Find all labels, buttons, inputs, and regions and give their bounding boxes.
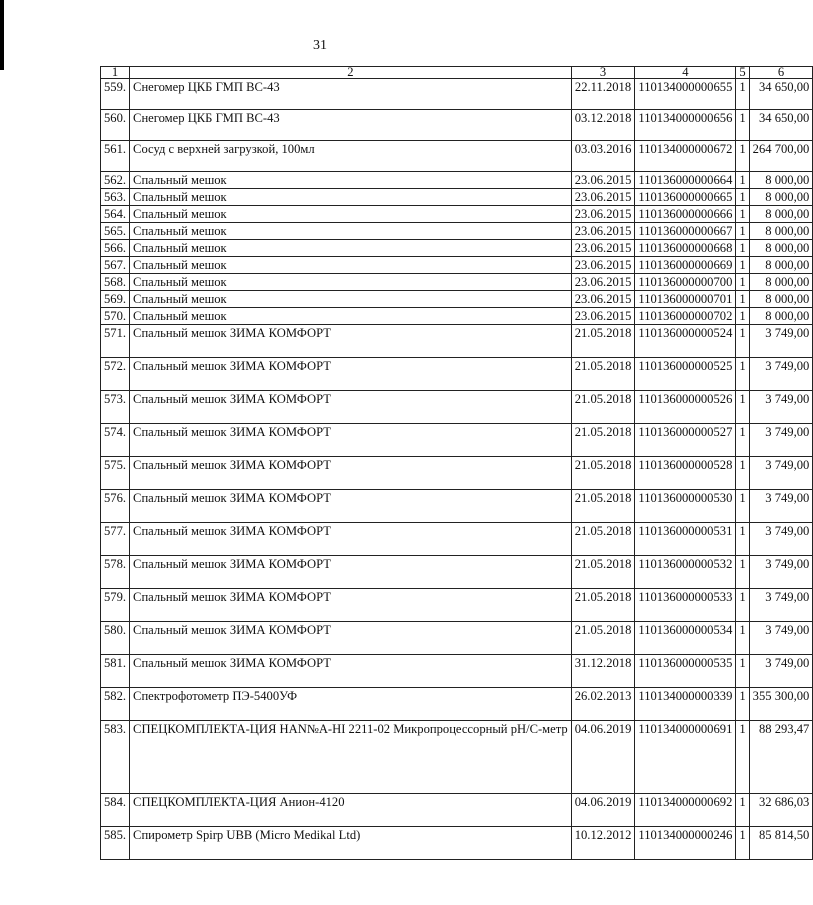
row-number-cell: 581. bbox=[101, 655, 130, 688]
item-name-cell: Спальный мешок ЗИМА КОМФОРТ bbox=[130, 325, 572, 358]
row-number-cell: 561. bbox=[101, 141, 130, 172]
acquisition-date-cell: 21.05.2018 bbox=[571, 589, 635, 622]
table-body bbox=[101, 79, 813, 860]
acquisition-date-cell: 21.05.2018 bbox=[571, 622, 635, 655]
table-row bbox=[101, 523, 813, 556]
row-number-cell: 579. bbox=[101, 589, 130, 622]
acquisition-date-cell: 21.05.2018 bbox=[571, 391, 635, 424]
table-row bbox=[101, 457, 813, 490]
table-row bbox=[101, 721, 813, 794]
item-name-cell: Спальный мешок bbox=[130, 206, 572, 223]
acquisition-date-cell: 21.05.2018 bbox=[571, 424, 635, 457]
quantity-cell: 1 bbox=[736, 622, 749, 655]
quantity-cell: 1 bbox=[736, 688, 749, 721]
column-header: 4 bbox=[635, 67, 736, 79]
table-row bbox=[101, 358, 813, 391]
acquisition-date-cell: 03.03.2016 bbox=[571, 141, 635, 172]
cost-cell: 3 749,00 bbox=[749, 490, 813, 523]
inventory-number-cell: 110136000000667 bbox=[635, 223, 736, 240]
inventory-number-cell: 110136000000527 bbox=[635, 424, 736, 457]
acquisition-date-cell: 21.05.2018 bbox=[571, 325, 635, 358]
column-header: 5 bbox=[736, 67, 749, 79]
quantity-cell: 1 bbox=[736, 291, 749, 308]
quantity-cell: 1 bbox=[736, 391, 749, 424]
cost-cell: 3 749,00 bbox=[749, 358, 813, 391]
item-name-cell: Спальный мешок ЗИМА КОМФОРТ bbox=[130, 622, 572, 655]
row-number-cell: 580. bbox=[101, 622, 130, 655]
item-name-cell: СПЕЦКОМПЛЕКТА-ЦИЯ Анион-4120 bbox=[130, 794, 572, 827]
cost-cell: 3 749,00 bbox=[749, 424, 813, 457]
cost-cell: 3 749,00 bbox=[749, 622, 813, 655]
cost-cell: 3 749,00 bbox=[749, 523, 813, 556]
item-name-cell: Снегомер ЦКБ ГМП ВС-43 bbox=[130, 110, 572, 141]
cost-cell: 8 000,00 bbox=[749, 223, 813, 240]
quantity-cell: 1 bbox=[736, 827, 749, 860]
quantity-cell: 1 bbox=[736, 189, 749, 206]
cost-cell: 8 000,00 bbox=[749, 274, 813, 291]
row-number-cell: 569. bbox=[101, 291, 130, 308]
inventory-number-cell: 110136000000531 bbox=[635, 523, 736, 556]
row-number-cell: 576. bbox=[101, 490, 130, 523]
item-name-cell: Спальный мешок ЗИМА КОМФОРТ bbox=[130, 523, 572, 556]
quantity-cell: 1 bbox=[736, 223, 749, 240]
inventory-number-cell: 110136000000668 bbox=[635, 240, 736, 257]
quantity-cell: 1 bbox=[736, 556, 749, 589]
table-row bbox=[101, 688, 813, 721]
table-row bbox=[101, 257, 813, 274]
cost-cell: 8 000,00 bbox=[749, 257, 813, 274]
inventory-number-cell: 110136000000701 bbox=[635, 291, 736, 308]
row-number-cell: 570. bbox=[101, 308, 130, 325]
table-row bbox=[101, 589, 813, 622]
column-header: 2 bbox=[130, 67, 572, 79]
table-row bbox=[101, 240, 813, 257]
inventory-number-cell: 110136000000532 bbox=[635, 556, 736, 589]
inventory-number-cell: 110136000000534 bbox=[635, 622, 736, 655]
cost-cell: 85 814,50 bbox=[749, 827, 813, 860]
inventory-number-cell: 110136000000664 bbox=[635, 172, 736, 189]
inventory-number-cell: 110136000000530 bbox=[635, 490, 736, 523]
column-header: 3 bbox=[571, 67, 635, 79]
acquisition-date-cell: 22.11.2018 bbox=[571, 79, 635, 110]
table-row bbox=[101, 308, 813, 325]
item-name-cell: Сосуд с верхней загрузкой, 100мл bbox=[130, 141, 572, 172]
column-header: 1 bbox=[101, 67, 130, 79]
item-name-cell: Спальный мешок ЗИМА КОМФОРТ bbox=[130, 358, 572, 391]
acquisition-date-cell: 31.12.2018 bbox=[571, 655, 635, 688]
cost-cell: 88 293,47 bbox=[749, 721, 813, 794]
inventory-number-cell: 110136000000528 bbox=[635, 457, 736, 490]
inventory-number-cell: 110134000000672 bbox=[635, 141, 736, 172]
item-name-cell: Спирометр Spirp UBB (Micro Medikal Ltd) bbox=[130, 827, 572, 860]
acquisition-date-cell: 04.06.2019 bbox=[571, 721, 635, 794]
acquisition-date-cell: 10.12.2012 bbox=[571, 827, 635, 860]
acquisition-date-cell: 21.05.2018 bbox=[571, 358, 635, 391]
cost-cell: 8 000,00 bbox=[749, 240, 813, 257]
quantity-cell: 1 bbox=[736, 589, 749, 622]
item-name-cell: Снегомер ЦКБ ГМП ВС-43 bbox=[130, 79, 572, 110]
acquisition-date-cell: 21.05.2018 bbox=[571, 523, 635, 556]
acquisition-date-cell: 21.05.2018 bbox=[571, 490, 635, 523]
acquisition-date-cell: 21.05.2018 bbox=[571, 556, 635, 589]
table-row bbox=[101, 291, 813, 308]
inventory-number-cell: 110136000000669 bbox=[635, 257, 736, 274]
item-name-cell: Спальный мешок ЗИМА КОМФОРТ bbox=[130, 457, 572, 490]
quantity-cell: 1 bbox=[736, 490, 749, 523]
inventory-number-cell: 110136000000525 bbox=[635, 358, 736, 391]
quantity-cell: 1 bbox=[736, 721, 749, 794]
row-number-cell: 568. bbox=[101, 274, 130, 291]
item-name-cell: Спальный мешок bbox=[130, 257, 572, 274]
acquisition-date-cell: 23.06.2015 bbox=[571, 172, 635, 189]
row-number-cell: 585. bbox=[101, 827, 130, 860]
quantity-cell: 1 bbox=[736, 110, 749, 141]
inventory-number-cell: 110134000000692 bbox=[635, 794, 736, 827]
quantity-cell: 1 bbox=[736, 308, 749, 325]
table-row bbox=[101, 206, 813, 223]
scan-edge-mark bbox=[0, 0, 4, 70]
table-row bbox=[101, 556, 813, 589]
quantity-cell: 1 bbox=[736, 457, 749, 490]
item-name-cell: Спальный мешок ЗИМА КОМФОРТ bbox=[130, 391, 572, 424]
row-number-cell: 584. bbox=[101, 794, 130, 827]
item-name-cell: Спальный мешок bbox=[130, 189, 572, 206]
table-header-row bbox=[101, 67, 813, 79]
inventory-number-cell: 110134000000655 bbox=[635, 79, 736, 110]
item-name-cell: Спальный мешок bbox=[130, 291, 572, 308]
cost-cell: 8 000,00 bbox=[749, 291, 813, 308]
inventory-number-cell: 110134000000656 bbox=[635, 110, 736, 141]
acquisition-date-cell: 26.02.2013 bbox=[571, 688, 635, 721]
cost-cell: 8 000,00 bbox=[749, 206, 813, 223]
acquisition-date-cell: 23.06.2015 bbox=[571, 240, 635, 257]
item-name-cell: Спальный мешок bbox=[130, 308, 572, 325]
acquisition-date-cell: 23.06.2015 bbox=[571, 308, 635, 325]
acquisition-date-cell: 23.06.2015 bbox=[571, 223, 635, 240]
inventory-number-cell: 110134000000339 bbox=[635, 688, 736, 721]
quantity-cell: 1 bbox=[736, 79, 749, 110]
inventory-number-cell: 110136000000533 bbox=[635, 589, 736, 622]
row-number-cell: 582. bbox=[101, 688, 130, 721]
table-row bbox=[101, 172, 813, 189]
table-row bbox=[101, 424, 813, 457]
inventory-number-cell: 110136000000666 bbox=[635, 206, 736, 223]
quantity-cell: 1 bbox=[736, 172, 749, 189]
acquisition-date-cell: 23.06.2015 bbox=[571, 274, 635, 291]
item-name-cell: Спальный мешок bbox=[130, 223, 572, 240]
table-row bbox=[101, 655, 813, 688]
row-number-cell: 559. bbox=[101, 79, 130, 110]
table-row bbox=[101, 490, 813, 523]
table-row bbox=[101, 79, 813, 110]
inventory-number-cell: 110136000000665 bbox=[635, 189, 736, 206]
quantity-cell: 1 bbox=[736, 206, 749, 223]
cost-cell: 3 749,00 bbox=[749, 325, 813, 358]
row-number-cell: 573. bbox=[101, 391, 130, 424]
quantity-cell: 1 bbox=[736, 523, 749, 556]
quantity-cell: 1 bbox=[736, 141, 749, 172]
acquisition-date-cell: 21.05.2018 bbox=[571, 457, 635, 490]
quantity-cell: 1 bbox=[736, 358, 749, 391]
row-number-cell: 567. bbox=[101, 257, 130, 274]
item-name-cell: Спальный мешок bbox=[130, 274, 572, 291]
row-number-cell: 578. bbox=[101, 556, 130, 589]
inventory-number-cell: 110136000000702 bbox=[635, 308, 736, 325]
table-row bbox=[101, 622, 813, 655]
table-row bbox=[101, 141, 813, 172]
acquisition-date-cell: 03.12.2018 bbox=[571, 110, 635, 141]
row-number-cell: 562. bbox=[101, 172, 130, 189]
inventory-number-cell: 110134000000691 bbox=[635, 721, 736, 794]
cost-cell: 8 000,00 bbox=[749, 189, 813, 206]
cost-cell: 3 749,00 bbox=[749, 655, 813, 688]
inventory-table bbox=[100, 66, 813, 860]
row-number-cell: 574. bbox=[101, 424, 130, 457]
row-number-cell: 564. bbox=[101, 206, 130, 223]
item-name-cell: Спектрофотометр ПЭ-5400УФ bbox=[130, 688, 572, 721]
quantity-cell: 1 bbox=[736, 424, 749, 457]
row-number-cell: 571. bbox=[101, 325, 130, 358]
cost-cell: 34 650,00 bbox=[749, 79, 813, 110]
acquisition-date-cell: 23.06.2015 bbox=[571, 291, 635, 308]
row-number-cell: 566. bbox=[101, 240, 130, 257]
item-name-cell: Спальный мешок ЗИМА КОМФОРТ bbox=[130, 490, 572, 523]
table-row bbox=[101, 325, 813, 358]
page-number: 31 bbox=[313, 38, 327, 53]
table-row bbox=[101, 189, 813, 206]
cost-cell: 3 749,00 bbox=[749, 556, 813, 589]
acquisition-date-cell: 04.06.2019 bbox=[571, 794, 635, 827]
cost-cell: 264 700,00 bbox=[749, 141, 813, 172]
quantity-cell: 1 bbox=[736, 794, 749, 827]
cost-cell: 34 650,00 bbox=[749, 110, 813, 141]
inventory-number-cell: 110136000000535 bbox=[635, 655, 736, 688]
inventory-number-cell: 110136000000700 bbox=[635, 274, 736, 291]
quantity-cell: 1 bbox=[736, 240, 749, 257]
row-number-cell: 575. bbox=[101, 457, 130, 490]
quantity-cell: 1 bbox=[736, 274, 749, 291]
row-number-cell: 563. bbox=[101, 189, 130, 206]
inventory-number-cell: 110136000000524 bbox=[635, 325, 736, 358]
table-row bbox=[101, 794, 813, 827]
table-row bbox=[101, 110, 813, 141]
cost-cell: 32 686,03 bbox=[749, 794, 813, 827]
item-name-cell: Спальный мешок ЗИМА КОМФОРТ bbox=[130, 424, 572, 457]
item-name-cell: Спальный мешок bbox=[130, 172, 572, 189]
cost-cell: 8 000,00 bbox=[749, 308, 813, 325]
cost-cell: 3 749,00 bbox=[749, 391, 813, 424]
table-row bbox=[101, 391, 813, 424]
item-name-cell: Спальный мешок ЗИМА КОМФОРТ bbox=[130, 556, 572, 589]
item-name-cell: Спальный мешок ЗИМА КОМФОРТ bbox=[130, 655, 572, 688]
quantity-cell: 1 bbox=[736, 655, 749, 688]
cost-cell: 3 749,00 bbox=[749, 589, 813, 622]
acquisition-date-cell: 23.06.2015 bbox=[571, 257, 635, 274]
inventory-number-cell: 110134000000246 bbox=[635, 827, 736, 860]
column-header: 6 bbox=[749, 67, 813, 79]
item-name-cell: СПЕЦКОМПЛЕКТА-ЦИЯ HAN№A-HI 2211-02 Микропроцессорный pH/C-метр bbox=[130, 721, 572, 794]
table-row bbox=[101, 827, 813, 860]
quantity-cell: 1 bbox=[736, 257, 749, 274]
cost-cell: 355 300,00 bbox=[749, 688, 813, 721]
cost-cell: 3 749,00 bbox=[749, 457, 813, 490]
item-name-cell: Спальный мешок bbox=[130, 240, 572, 257]
inventory-number-cell: 110136000000526 bbox=[635, 391, 736, 424]
row-number-cell: 583. bbox=[101, 721, 130, 794]
acquisition-date-cell: 23.06.2015 bbox=[571, 206, 635, 223]
table-row bbox=[101, 223, 813, 240]
row-number-cell: 560. bbox=[101, 110, 130, 141]
item-name-cell: Спальный мешок ЗИМА КОМФОРТ bbox=[130, 589, 572, 622]
acquisition-date-cell: 23.06.2015 bbox=[571, 189, 635, 206]
row-number-cell: 565. bbox=[101, 223, 130, 240]
quantity-cell: 1 bbox=[736, 325, 749, 358]
row-number-cell: 572. bbox=[101, 358, 130, 391]
row-number-cell: 577. bbox=[101, 523, 130, 556]
table-row bbox=[101, 274, 813, 291]
cost-cell: 8 000,00 bbox=[749, 172, 813, 189]
